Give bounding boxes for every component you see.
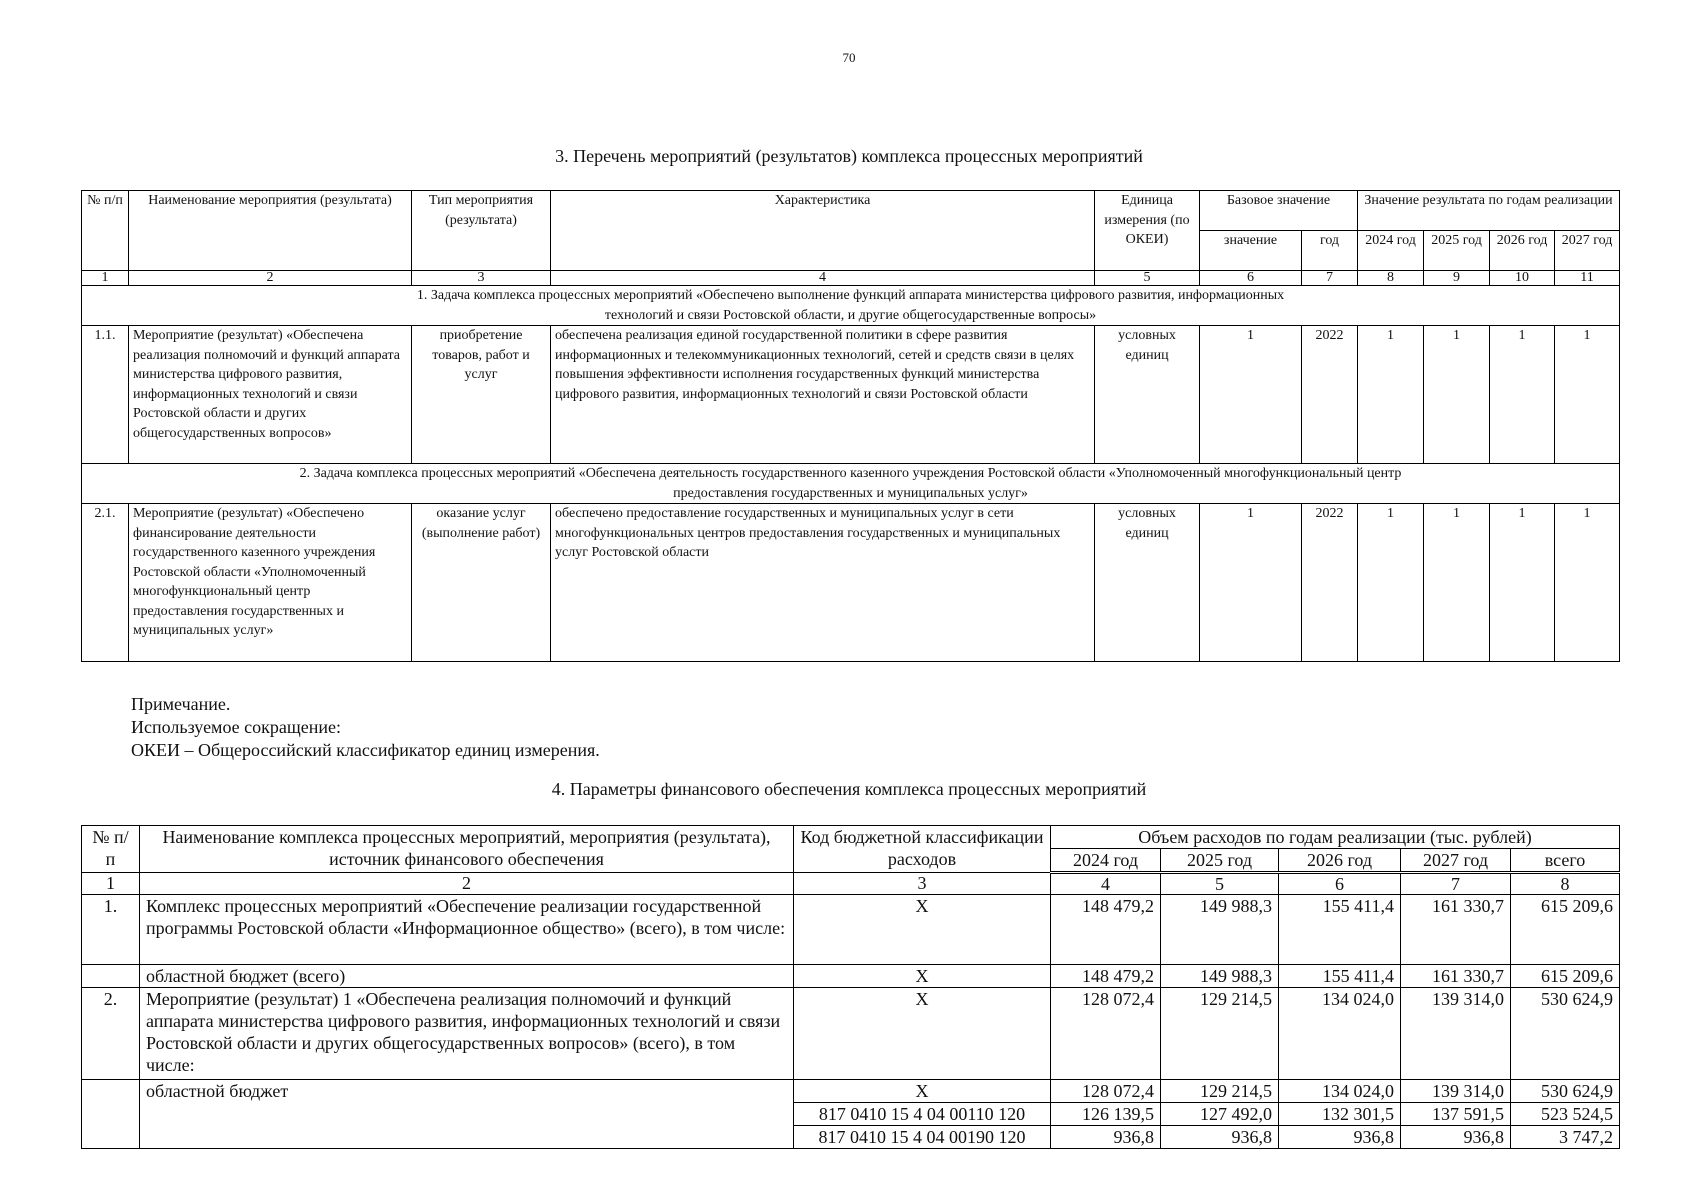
column-number: 7: [1302, 271, 1358, 286]
row-2025: 129 214,5: [1161, 988, 1279, 1080]
row-2026: 155 411,4: [1279, 965, 1401, 988]
column-number: 9: [1424, 271, 1490, 286]
row-2027: 936,8: [1401, 1126, 1511, 1149]
row-2025: 1: [1424, 326, 1490, 464]
row-2025: 936,8: [1161, 1126, 1279, 1149]
activities-table: [81, 190, 1620, 662]
row-2027: 1: [1555, 504, 1620, 662]
header-type: Тип мероприятия (результата): [412, 191, 551, 271]
column-number: 5: [1161, 873, 1279, 895]
column-number: 2: [129, 271, 412, 286]
row-2024: 128 072,4: [1051, 988, 1161, 1080]
header-2024: 2024 год: [1358, 231, 1424, 271]
row-name: Комплекс процессных мероприятий «Обеспечение реализации государственной программы Ростовской области «Информационное общество» (всего), в том числе:: [140, 895, 794, 965]
row-total: 523 524,5: [1511, 1103, 1620, 1126]
column-number: 8: [1511, 873, 1620, 895]
row-name: областной бюджет (всего): [140, 965, 794, 988]
row-base-year: 2022: [1302, 504, 1358, 662]
financing-table: [81, 825, 1620, 1149]
row-2026: 134 024,0: [1279, 1080, 1401, 1103]
row-base-year: 2022: [1302, 326, 1358, 464]
page-number: 70: [842, 50, 856, 65]
task-1: 1. Задача комплекса процессных мероприятий «Обеспечено выполнение функций аппарата министерства цифрового развития, информационных технологий и связи Ростовской области, и другие общегосударственные вопросы»: [82, 286, 1620, 326]
column-number: 8: [1358, 271, 1424, 286]
header-unit: Единица измерения (по ОКЕИ): [1095, 191, 1200, 271]
row-total: 615 209,6: [1511, 895, 1620, 965]
header-base: Базовое значение: [1200, 191, 1358, 231]
row-2027: 139 314,0: [1401, 1080, 1511, 1103]
row-base-value: 1: [1200, 504, 1302, 662]
row-code: 817 0410 15 4 04 00190 120: [794, 1126, 1051, 1149]
column-number: 3: [794, 873, 1051, 895]
row-2024: 126 139,5: [1051, 1103, 1161, 1126]
row-2027: 161 330,7: [1401, 965, 1511, 988]
row-code: 817 0410 15 4 04 00110 120: [794, 1103, 1051, 1126]
row-base-value: 1: [1200, 326, 1302, 464]
row-2025: 127 492,0: [1161, 1103, 1279, 1126]
column-number: 6: [1200, 271, 1302, 286]
row-num: [82, 965, 140, 988]
row-2027: 137 591,5: [1401, 1103, 1511, 1126]
row-2024: 936,8: [1051, 1126, 1161, 1149]
row-num: [82, 1080, 140, 1149]
header-characteristic: Характеристика: [551, 191, 1095, 271]
header-num: № п/п: [82, 191, 129, 271]
header-total: всего: [1511, 849, 1620, 873]
header-base-value: значение: [1200, 231, 1302, 271]
row-total: 530 624,9: [1511, 988, 1620, 1080]
column-number: 2: [140, 873, 794, 895]
header-name: Наименование комплекса процессных мероприятий, мероприятия (результата), источник финансового обеспечения: [140, 826, 794, 873]
header-volume: Объем расходов по годам реализации (тыс. рублей): [1051, 826, 1620, 849]
row-type: оказание услуг (выполнение работ): [412, 504, 551, 662]
row-unit: условных единиц: [1095, 504, 1200, 662]
row-2025: 149 988,3: [1161, 895, 1279, 965]
row-unit: условных единиц: [1095, 326, 1200, 464]
row-name: Мероприятие (результат) «Обеспечено финансирование деятельности государственного казенного учреждения Ростовской области «Уполномоченный многофункциональный центр предоставления государственных и муниципальных услуг»: [129, 504, 412, 662]
row-2024: 148 479,2: [1051, 965, 1161, 988]
header-2026: 2026 год: [1279, 849, 1401, 873]
note: [131, 693, 600, 762]
row-name: областной бюджет: [140, 1080, 794, 1149]
row-2024: 128 072,4: [1051, 1080, 1161, 1103]
note-abbreviation: ОКЕИ – Общероссийский классификатор единиц измерения.: [131, 740, 600, 760]
column-number: 11: [1555, 271, 1620, 286]
column-number: 5: [1095, 271, 1200, 286]
row-code: Х: [794, 895, 1051, 965]
row-total: 530 624,9: [1511, 1080, 1620, 1103]
note-title: Примечание.: [131, 694, 231, 714]
column-number: 1: [82, 271, 129, 286]
row-2027: 1: [1555, 326, 1620, 464]
header-base-year: год: [1302, 231, 1358, 271]
header-num: № п/п: [82, 826, 140, 873]
header-2027: 2027 год: [1401, 849, 1511, 873]
header-code: Код бюджетной классификации расходов: [794, 826, 1051, 873]
header-result: Значение результата по годам реализации: [1358, 191, 1620, 231]
row-2026: 1: [1490, 504, 1555, 662]
row-2027: 139 314,0: [1401, 988, 1511, 1080]
header-2024: 2024 год: [1051, 849, 1161, 873]
column-number: 4: [1051, 873, 1161, 895]
row-name: Мероприятие (результат) 1 «Обеспечена реализация полномочий и функций аппарата министерства цифрового развития, информационных технологий и связи Ростовской области и других общегосударственных вопросов» (всего), в том числе:: [140, 988, 794, 1080]
row-code: Х: [794, 965, 1051, 988]
header-2025: 2025 год: [1424, 231, 1490, 271]
row-2026: 132 301,5: [1279, 1103, 1401, 1126]
row-type: приобретение товаров, работ и услуг: [412, 326, 551, 464]
row-num: 1.: [82, 895, 140, 965]
note-abbreviation-label: Используемое сокращение:: [131, 717, 341, 737]
header-2027: 2027 год: [1555, 231, 1620, 271]
row-characteristic: обеспечено предоставление государственных и муниципальных услуг в сети многофункциональных центров предоставления государственных и муниципальных услуг Ростовской области: [551, 504, 1095, 662]
row-total: 615 209,6: [1511, 965, 1620, 988]
row-2025: 149 988,3: [1161, 965, 1279, 988]
section3-title: 3. Перечень мероприятий (результатов) комплекса процессных мероприятий: [555, 146, 1143, 166]
column-number: 7: [1401, 873, 1511, 895]
row-characteristic: обеспечена реализация единой государственной политики в сфере развития информационных и телекоммуникационных технологий, сетей и средств связи в целях повышения эффективности исполнения государственных функций министерства цифрового развития, информационных технологий и связи Ростовской области: [551, 326, 1095, 464]
row-num: 2.: [82, 988, 140, 1080]
row-num: 1.1.: [82, 326, 129, 464]
section4-title: 4. Параметры финансового обеспечения комплекса процессных мероприятий: [551, 779, 1147, 799]
row-2024: 1: [1358, 504, 1424, 662]
row-2024: 148 479,2: [1051, 895, 1161, 965]
row-num: 2.1.: [82, 504, 129, 662]
task-2: 2. Задача комплекса процессных мероприятий «Обеспечена деятельность государственного казенного учреждения Ростовской области «Уполномоченный многофункциональный центр предоставления государственных и муниципальных услуг»: [82, 464, 1620, 504]
column-number: 1: [82, 873, 140, 895]
header-2025: 2025 год: [1161, 849, 1279, 873]
row-code: Х: [794, 1080, 1051, 1103]
row-total: 3 747,2: [1511, 1126, 1620, 1149]
row-code: Х: [794, 988, 1051, 1080]
header-2026: 2026 год: [1490, 231, 1555, 271]
row-name: Мероприятие (результат) «Обеспечена реализация полномочий и функций аппарата министерства цифрового развития, информационных технологий и связи Ростовской области и других общегосударственных вопросов»: [129, 326, 412, 464]
row-2026: 134 024,0: [1279, 988, 1401, 1080]
column-number: 6: [1279, 873, 1401, 895]
column-number: 4: [551, 271, 1095, 286]
column-number: 10: [1490, 271, 1555, 286]
row-2025: 1: [1424, 504, 1490, 662]
row-2026: 1: [1490, 326, 1555, 464]
row-2027: 161 330,7: [1401, 895, 1511, 965]
column-number: 3: [412, 271, 551, 286]
header-name: Наименование мероприятия (результата): [129, 191, 412, 271]
row-2024: 1: [1358, 326, 1424, 464]
row-2026: 936,8: [1279, 1126, 1401, 1149]
row-2025: 129 214,5: [1161, 1080, 1279, 1103]
row-2026: 155 411,4: [1279, 895, 1401, 965]
